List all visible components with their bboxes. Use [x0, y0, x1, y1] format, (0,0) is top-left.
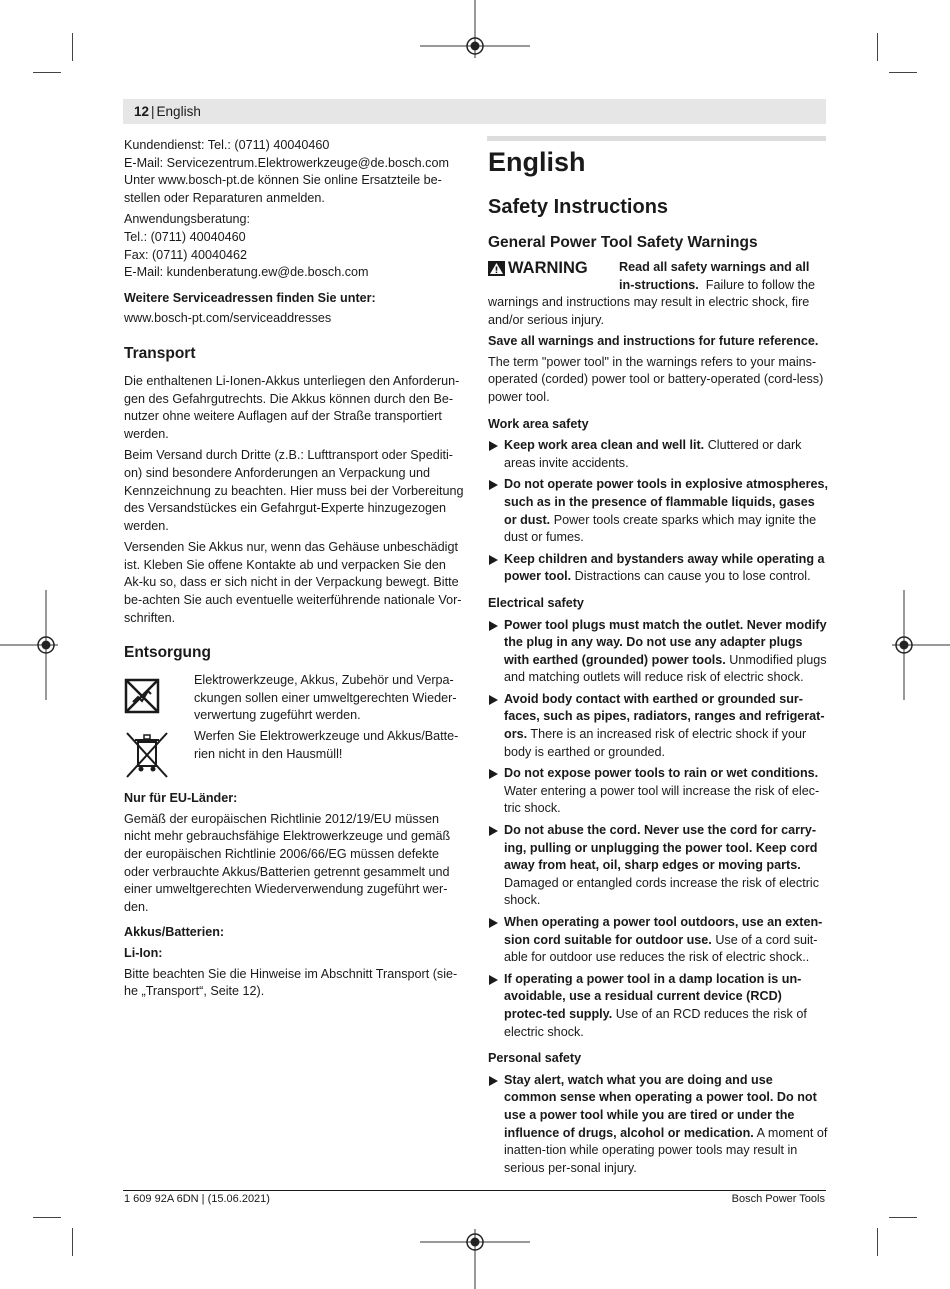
bullet-text: Unmodified plugs and matching outlets will reduce risk of electric shock.: [504, 652, 827, 685]
bullet-text: A moment of inatten-tion while operating power tools may result in serious per-sonal injury.: [504, 1125, 828, 1175]
bullet-text: Power tools create sparks which may ignite the dust or fumes.: [504, 512, 817, 545]
crop-mark: [889, 1217, 917, 1218]
crop-mark: [72, 33, 73, 61]
bullet-bold-text: Keep children and bystanders away while operating a power tool.: [504, 551, 825, 584]
transport-paragraph: Beim Versand durch Dritte (z.B.: Lufttransport oder Spediti-on) sind besondere Anforderungen an Verpackung und Kennzeichnung zu beachten. Hier muss bei der Vorbereitung des Versandstückes ein Gefahrgut-Experte hinzugezogen werden.: [124, 448, 464, 533]
disposal-heading: Entsorgung: [124, 644, 211, 662]
section-heading: Work area safety: [488, 416, 589, 431]
safety-bullet: [488, 914, 828, 967]
more-addresses-label: Weitere Serviceadressen finden Sie unter:: [124, 290, 376, 305]
right-column: [488, 146, 828, 1177]
safety-bullet: [488, 765, 828, 818]
bullet-bold-text: When operating a power tool outdoors, use an exten-sion cord suitable for outdoor use.: [504, 915, 823, 947]
warning-text: [619, 259, 827, 294]
more-addresses-link[interactable]: www.bosch-pt.com/serviceaddresses: [124, 311, 332, 326]
service-line: Unter www.bosch-pt.de können Sie online Ersatzteile be-: [124, 173, 442, 188]
term-definition: The term "power tool" in the warnings refers to your mains-operated (corded) power tool or battery-operated (cord-less) power tool.: [488, 354, 824, 404]
transport-heading: Transport: [124, 344, 196, 362]
save-instructions: Save all warnings and instructions for future reference.: [488, 334, 819, 349]
safety-heading: Safety Instructions: [488, 196, 669, 218]
bullet-bold-text: Power tool plugs must match the outlet. Never modify the plug in any way. Do not use any adapter plugs with earthed (grounded) power tools.: [504, 617, 827, 667]
bullet-bold-text: If operating a power tool in a damp location is un-avoidable, use a residual current device (RCD) protec-ted supply.: [504, 971, 802, 1021]
transport-paragraph: Die enthaltenen Li-Ionen-Akkus unterliegen den Anforderun-gen des Gefahrgutrechts. Die Akkus können durch den Be-nutzer ohne weitere Auflagen auf der Straße transportiert werden.: [124, 373, 460, 441]
transport-paragraph: Versenden Sie Akkus nur, wenn das Gehäuse unbeschädigt ist. Kleben Sie offene Kontakte ab und verpacken Sie den Ak-ku so, dass er sich nicht in der Verpackung bewegt. Bitte be-achten Sie auch eventuelle weiterführende nationale Vor-schriften.: [124, 540, 462, 625]
crop-mark: [877, 1228, 878, 1256]
warning-badge: [488, 260, 588, 278]
disposal-block: [124, 672, 464, 782]
safety-bullet: [488, 437, 828, 472]
advice-line: Anwendungsberatung:: [124, 212, 251, 227]
footer-rule: [123, 1190, 826, 1191]
bullet-bold-text: Do not expose power tools to rain or wet conditions.: [504, 766, 819, 781]
left-column: [124, 137, 464, 1001]
safety-bullet: [488, 822, 828, 910]
crop-mark: [33, 72, 61, 73]
bullet-text: Cluttered or dark areas invite accidents.: [504, 438, 802, 470]
crop-mark: [889, 72, 917, 73]
advice-line: Tel.: (0711) 40040460: [124, 229, 246, 244]
crossed-bin-icon: [124, 730, 170, 780]
warning-continued: warnings and instructions may result in electric shock, fire and/or serious injury.: [488, 295, 810, 327]
page-number: 12: [134, 104, 150, 119]
bullet-text: Use of a cord suit-able for outdoor use reduces the risk of electric shock..: [504, 932, 818, 965]
disposal-text: Elektrowerkzeuge, Akkus, Zubehör und Verpa-ckungen sollen einer umweltgerechten Wieder-verwertung zugeführt werden.: [194, 673, 457, 723]
section-heading: Electrical safety: [488, 595, 584, 610]
crop-mark: [33, 1217, 61, 1218]
crop-mark: [72, 1228, 73, 1256]
safety-bullet: [488, 971, 828, 1041]
safety-bullet: [488, 476, 828, 546]
safety-sections: [488, 416, 828, 1178]
recycling-crossed-icon: [124, 678, 160, 714]
page-title: English: [488, 147, 586, 177]
eu-paragraph: Gemäß der europäischen Richtlinie 2012/19/EU müssen nicht mehr gebrauchsfähige Elektrowerkzeuge und gemäß der europäischen Richtlinie 2006/66/EG müssen defekte oder verbrauchte Akkus/Batterien getrennt gesammelt und einer umweltgerechten Wiederverwendung zugeführt wer-den.: [124, 811, 451, 914]
section-heading: Personal safety: [488, 1051, 582, 1066]
footer-doc-code: 1 609 92A 6DN | (15.06.2021): [124, 1193, 270, 1205]
service-line: stellen oder Reparaturen anmelden.: [124, 190, 325, 205]
bullet-text: Water entering a power tool will increase the risk of elec-tric shock.: [504, 783, 820, 816]
registration-mark-icon: [890, 590, 950, 700]
warning-triangle-icon: [488, 261, 505, 276]
safety-bullet: [488, 617, 828, 687]
warning-continued-text: Failure to follow the: [705, 277, 815, 292]
bullet-bold-text: Avoid body contact with earthed or grounded sur-faces, such as pipes, radiators, ranges and refrigerat-ors.: [504, 691, 825, 742]
liion-heading: Li-Ion:: [124, 946, 163, 960]
safety-bullet: [488, 1072, 828, 1178]
safety-bullet: [488, 691, 828, 761]
warning-bold-text: Read all safety warnings and all in-structions.: [619, 260, 810, 292]
bullet-bold-text: Do not operate power tools in explosive atmospheres, such as in the presence of flammable liquids, gases or dust.: [504, 477, 829, 527]
registration-mark-icon: [420, 0, 530, 60]
bullet-text: Damaged or entangled cords increase the risk of electric shock.: [504, 875, 820, 908]
bullet-text: There is an increased risk of electric shock if your body is earthed or grounded.: [504, 727, 807, 759]
bullet-bold-text: Keep work area clean and well lit.: [504, 438, 705, 453]
registration-mark-icon: [0, 590, 60, 700]
bullet-bold-text: Do not abuse the cord. Never use the cord for carry-ing, pulling or unplugging the power tool. Keep cord away from heat, oil, sharp edges or moving parts.: [504, 823, 818, 873]
warning-label: WARNING: [508, 259, 588, 277]
page-header: [123, 99, 826, 124]
bullet-text: Use of an RCD reduces the risk of electric shock.: [504, 1006, 807, 1039]
eu-heading: Nur für EU-Länder:: [124, 791, 238, 806]
page-header-text: [134, 104, 201, 119]
section-rule: [487, 136, 826, 141]
bullet-text: Distractions can cause you to lose control.: [574, 569, 811, 584]
service-email: E-Mail: Servicezentrum.Elektrowerkzeuge@de.bosch.com: [124, 155, 449, 170]
registration-mark-icon: [420, 1229, 530, 1289]
warning-block: [488, 259, 828, 294]
advice-line: Fax: (0711) 40040462: [124, 247, 247, 262]
service-line: Kundendienst: Tel.: (0711) 40040460: [124, 138, 330, 152]
footer-brand: Bosch Power Tools: [731, 1193, 825, 1205]
advice-email: E-Mail: kundenberatung.ew@de.bosch.com: [124, 265, 369, 280]
header-separator: |: [151, 104, 155, 119]
crop-mark: [877, 33, 878, 61]
battery-heading: Akkus/Batterien:: [124, 925, 225, 940]
bullet-bold-text: Stay alert, watch what you are doing and use common sense when operating a power tool. Do not use a power tool while you are tired or under the influence of drugs, alcohol or medication.: [504, 1072, 817, 1140]
liion-paragraph: Bitte beachten Sie die Hinweise im Abschnitt Transport (sie-he „Transport“, Seite 12).: [124, 966, 458, 999]
general-heading: General Power Tool Safety Warnings: [488, 234, 758, 251]
disposal-text: Werfen Sie Elektrowerkzeuge und Akkus/Batte-rien nicht in den Hausmüll!: [194, 729, 459, 761]
safety-bullet: [488, 551, 828, 586]
header-language: English: [156, 104, 201, 119]
